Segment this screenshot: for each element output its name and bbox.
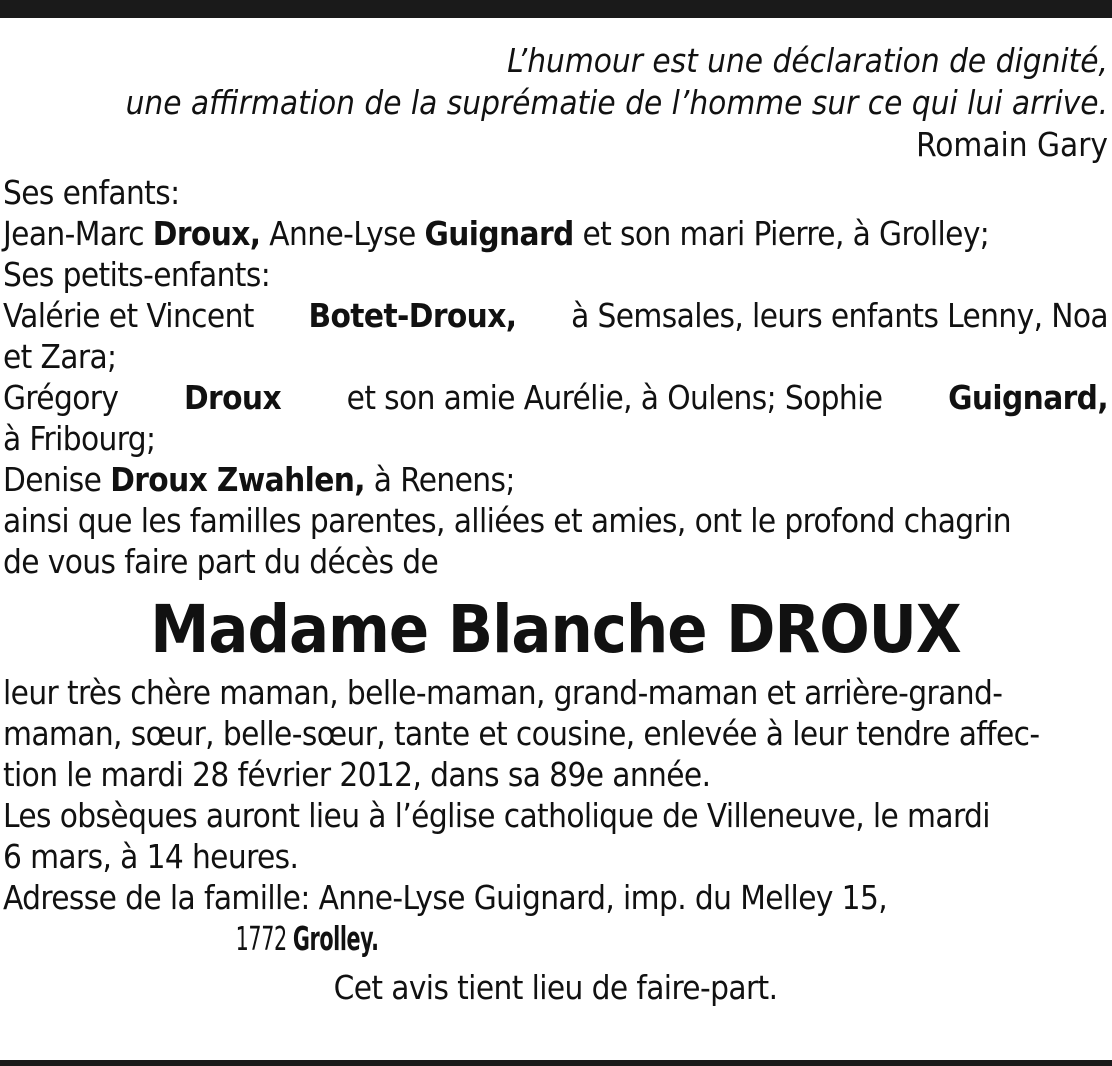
text-run: Grégory <box>3 378 119 417</box>
funeral-info <box>3 795 1108 877</box>
obituary-notice <box>3 40 1108 1008</box>
surname: Droux <box>184 378 281 417</box>
description-line-1: leur très chère maman, belle-maman, grand-maman et arrière-grand- <box>3 673 1003 712</box>
description-line-3: tion le mardi 28 février 2012, dans sa 89e année. <box>3 755 711 794</box>
announcement-line-2: de vous faire part du décès de <box>3 542 439 581</box>
deceased-name: Madame Blanche DROUX <box>150 591 961 668</box>
surname: Botet-Droux, <box>308 296 517 335</box>
text-run: Anne-Lyse <box>260 214 425 253</box>
surname: Droux, <box>152 214 261 253</box>
text-run: et son mari Pierre, à Grolley; <box>573 214 990 253</box>
text-run: à Semsales, leurs enfants Lenny, Noa <box>571 296 1108 335</box>
address-line-1: Adresse de la famille: Anne-Lyse Guignard, imp. du Melley 15, <box>3 878 888 917</box>
grandchildren-label: Ses petits-enfants: <box>3 255 271 294</box>
funeral-line-1: Les obsèques auront lieu à l’église catholique de Villeneuve, le mardi <box>3 796 990 835</box>
grandchildren-entry-gregory <box>3 377 1108 418</box>
text-run: Denise <box>3 460 111 499</box>
funeral-line-2: 6 mars, à 14 heures. <box>3 837 299 876</box>
description-line-2: maman, sœur, belle-sœur, tante et cousine, enlevée à leur tendre affec- <box>3 714 1040 753</box>
surname: Guignard, <box>948 378 1108 417</box>
locality: Grolley. <box>292 919 379 958</box>
closing-note: Cet avis tient lieu de faire-part. <box>333 968 778 1007</box>
description <box>3 672 1108 795</box>
surname: Guignard <box>424 214 574 253</box>
family-address <box>3 877 1108 959</box>
top-rule <box>0 0 1112 18</box>
postal-code: 1772 <box>235 919 293 958</box>
epigraph <box>3 40 1108 166</box>
epigraph-author: Romain Gary <box>916 125 1108 164</box>
family-list <box>3 172 1108 582</box>
children-label: Ses enfants: <box>3 173 180 212</box>
surname: Droux Zwahlen, <box>110 460 365 499</box>
text-run: Jean-Marc <box>3 214 153 253</box>
grandchildren-entry-valerie-cont: et Zara; <box>3 337 117 376</box>
text-run: à Renens; <box>364 460 515 499</box>
epigraph-line-1: L’humour est une déclaration de dignité, <box>507 41 1108 80</box>
address-line-2 <box>3 918 775 959</box>
children-entry <box>3 213 1108 254</box>
grandchildren-entry-valerie <box>3 295 1108 336</box>
grandchildren-entry-gregory-cont: à Fribourg; <box>3 419 156 458</box>
text-run: et son amie Aurélie, à Oulens; Sophie <box>346 378 883 417</box>
denise-entry <box>3 459 1108 500</box>
text-run: Valérie et Vincent <box>3 296 254 335</box>
announcement-line-1: ainsi que les familles parentes, alliées et amies, ont le profond chagrin <box>3 501 1012 540</box>
epigraph-line-2: une affirmation de la suprématie de l’homme sur ce qui lui arrive. <box>125 83 1108 122</box>
bottom-rule <box>0 1060 1112 1066</box>
